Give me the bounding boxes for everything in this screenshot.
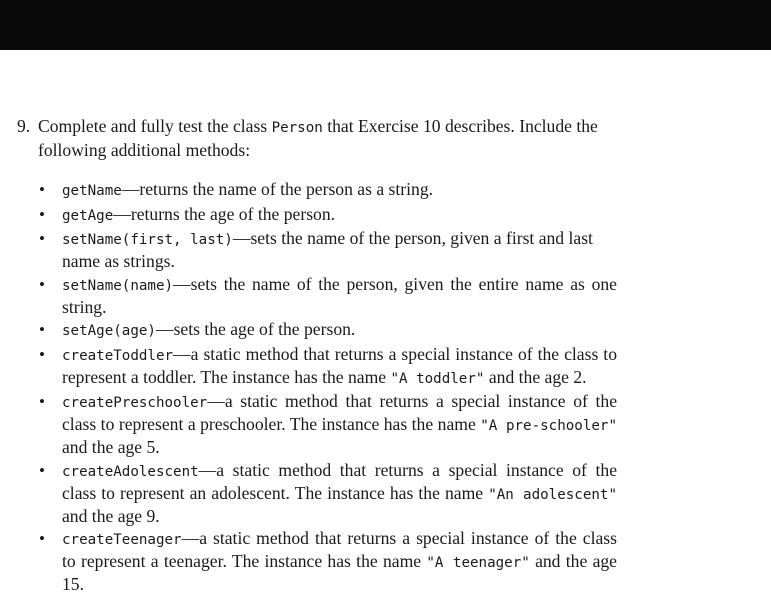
list-item xyxy=(37,228,617,272)
exercise-number: 9. xyxy=(17,116,31,136)
bullet-icon: • xyxy=(39,460,45,480)
method-description: —sets the age of the person. xyxy=(155,319,356,339)
exercise-block xyxy=(17,115,632,161)
bullet-icon: • xyxy=(39,229,45,248)
method-description: —returns the name of the person as a string. xyxy=(121,179,434,199)
method-description: —a static method that returns a special instance of the class to represent a teenager. The instance has the name xyxy=(62,528,617,571)
method-signature: getAge xyxy=(62,207,114,224)
name-literal: "A pre-schooler" xyxy=(480,418,618,434)
method-description-end: and the age 5. xyxy=(62,437,160,457)
top-black-bar xyxy=(0,0,771,50)
method-signature: getName xyxy=(62,183,122,199)
list-item xyxy=(37,204,617,227)
method-signature: createTeenager xyxy=(62,532,182,548)
list-item xyxy=(37,179,617,202)
list-item xyxy=(37,460,617,527)
list-item xyxy=(37,391,617,458)
name-literal: "An adolescent" xyxy=(488,486,617,503)
bullet-icon: • xyxy=(39,320,45,339)
bullet-icon: • xyxy=(39,204,45,224)
method-signature: setAge(age) xyxy=(62,323,156,339)
method-description: —sets the name of the person, given the entire name as one string. xyxy=(62,273,617,317)
bullet-icon: • xyxy=(39,274,45,294)
list-item xyxy=(37,344,617,390)
intro-text-after: that Exercise 10 describes. Include the following additional methods: xyxy=(38,116,598,160)
bullet-icon: • xyxy=(39,529,45,548)
exercise-text xyxy=(38,115,632,161)
method-signature: createAdolescent xyxy=(62,463,199,480)
method-description-end: and the age 9. xyxy=(62,505,160,526)
method-description: —a static method that returns a special instance of the class to represent a preschooler. The instance has the name xyxy=(62,391,617,434)
method-signature: setName(name) xyxy=(62,277,174,294)
list-item xyxy=(37,319,617,342)
method-description: —returns the age of the person. xyxy=(113,203,336,224)
method-description: —a static method that returns a special instance of the class to represent an adolescent. The instance has the name xyxy=(62,459,617,503)
bullet-icon: • xyxy=(39,180,45,199)
list-item xyxy=(37,274,617,318)
method-signature: createToddler xyxy=(62,347,174,364)
class-name-code: Person xyxy=(271,120,323,136)
bullet-icon: • xyxy=(39,344,45,364)
method-description: —a static method that returns a special instance of the class to represent a toddler. The instance has the name xyxy=(62,343,617,387)
name-literal: "A toddler" xyxy=(390,370,485,387)
method-description: —sets the name of the person, given a first and last name as strings. xyxy=(62,228,593,271)
method-description-end: and the age 2. xyxy=(484,366,587,387)
name-literal: "A teenager" xyxy=(426,555,530,571)
method-list xyxy=(37,179,617,597)
intro-text-before: Complete and fully test the class xyxy=(38,116,272,136)
bullet-icon: • xyxy=(39,392,45,411)
exercise-intro xyxy=(17,115,632,161)
method-signature: createPreschooler xyxy=(62,395,208,411)
method-signature: setName(first, last) xyxy=(62,232,233,248)
list-item xyxy=(37,528,617,595)
method-description-end: and the age 15. xyxy=(62,551,617,594)
